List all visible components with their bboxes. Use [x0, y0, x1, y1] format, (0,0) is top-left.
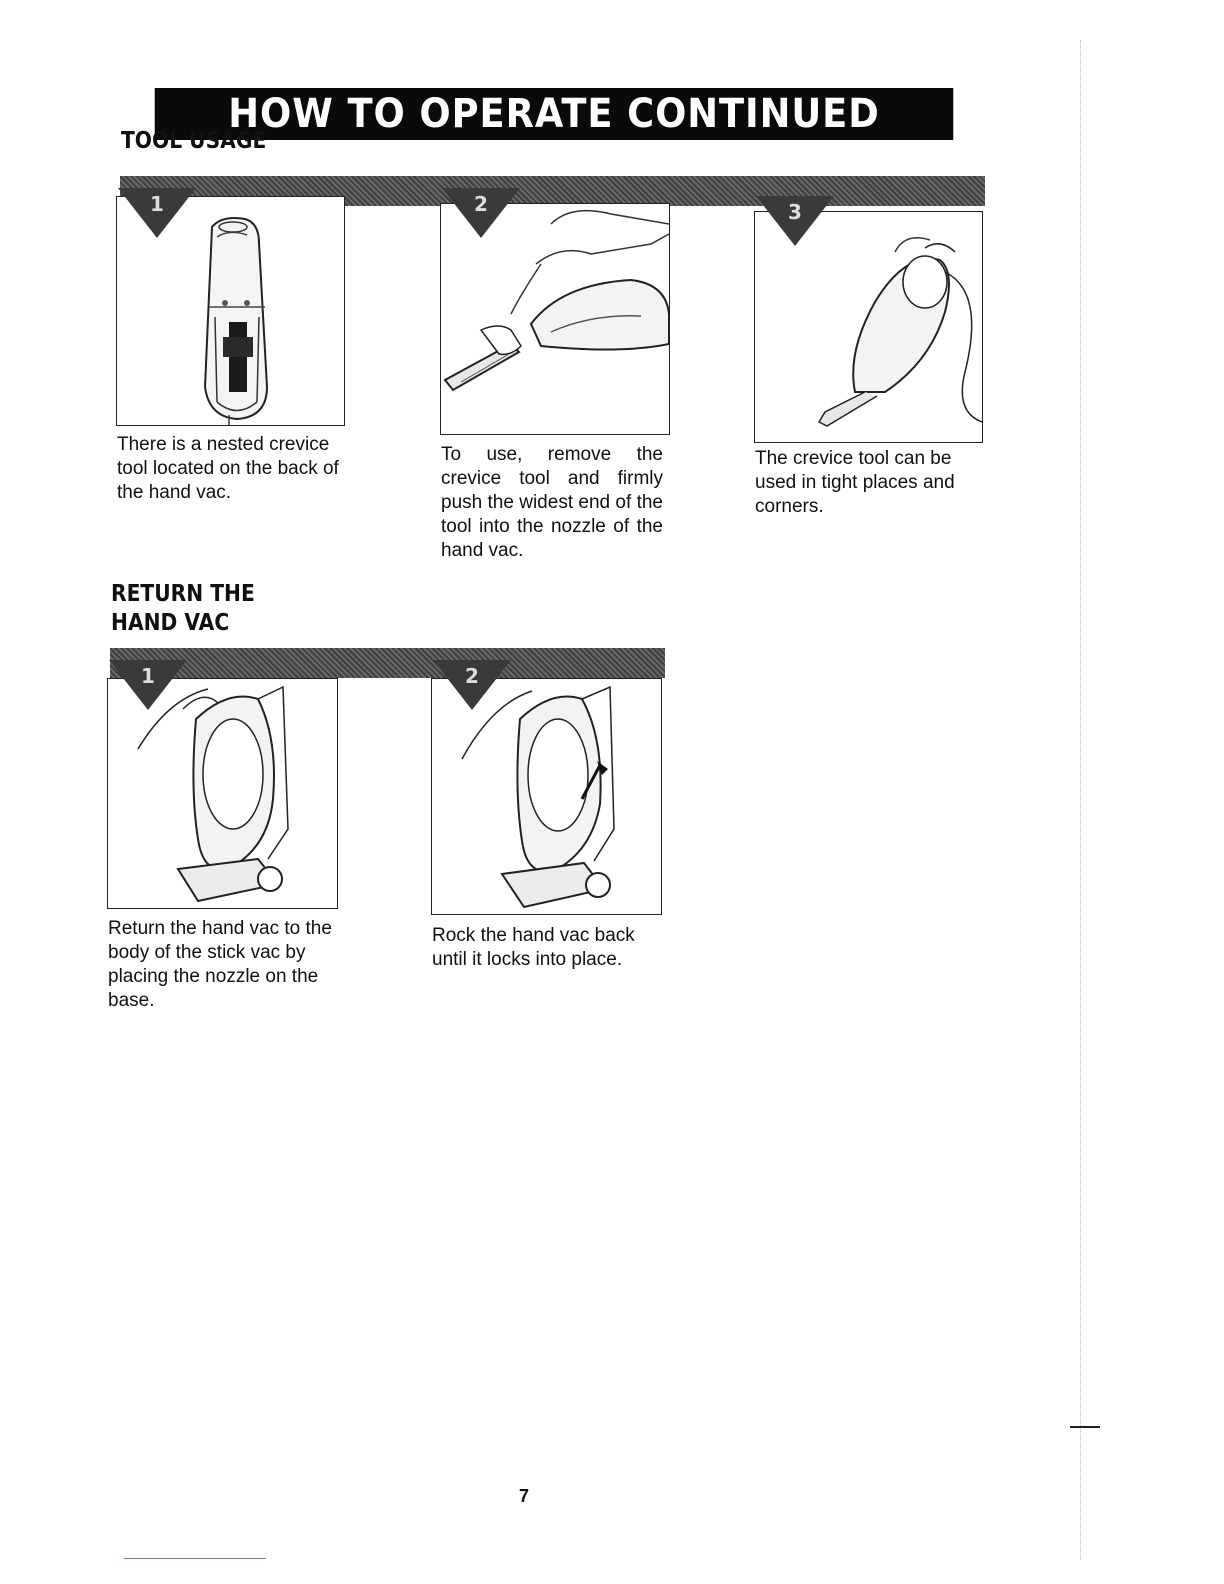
step-number: 2 [465, 664, 479, 688]
place-nozzle-on-base-illustration [107, 678, 338, 909]
tool-usage-step-1-caption: There is a nested crevice tool located on the back of the hand vac. [117, 434, 339, 503]
step-3-marker [756, 196, 834, 246]
page-title: HOW TO OPERATE CONTINUED [155, 88, 954, 140]
return-hand-vac-heading-line-2: HAND VAC [111, 610, 230, 636]
page-number: 7 [518, 1486, 529, 1506]
tool-usage-heading: TOOL USAGE [121, 128, 267, 154]
step-1-marker [118, 188, 196, 238]
insert-crevice-tool-drawing [441, 204, 669, 434]
bottom-rule [124, 1558, 266, 1559]
return-hand-vac-step-band [110, 648, 665, 678]
page-edge-rule [1080, 40, 1082, 1560]
step-number: 2 [474, 192, 488, 216]
step-number: 1 [150, 192, 164, 216]
return-hand-vac-heading-line-1: RETURN THE [111, 581, 255, 607]
tool-usage-step-2-caption: To use, remove the crevice tool and firmly push the widest end of the tool into the nozzle of the hand vac. [441, 444, 663, 561]
step-1-marker [109, 660, 187, 710]
page-edge-mark [1070, 1426, 1100, 1428]
step-2-marker [433, 660, 511, 710]
step-number: 1 [141, 664, 155, 688]
step-number: 3 [788, 200, 802, 224]
return-hand-vac-step-2-caption: Rock the hand vac back until it locks into place. [432, 925, 635, 970]
rock-hand-vac-back-drawing [432, 679, 661, 914]
return-hand-vac-step-1-caption: Return the hand vac to the body of the stick vac by placing the nozzle on the base. [108, 918, 332, 1011]
tool-usage-step-3-caption: The crevice tool can be used in tight places and corners. [755, 448, 955, 517]
crevice-tool-in-use-drawing [755, 212, 982, 442]
place-nozzle-on-base-drawing [108, 679, 337, 908]
step-2-marker [442, 188, 520, 238]
rock-hand-vac-back-illustration [431, 678, 662, 915]
